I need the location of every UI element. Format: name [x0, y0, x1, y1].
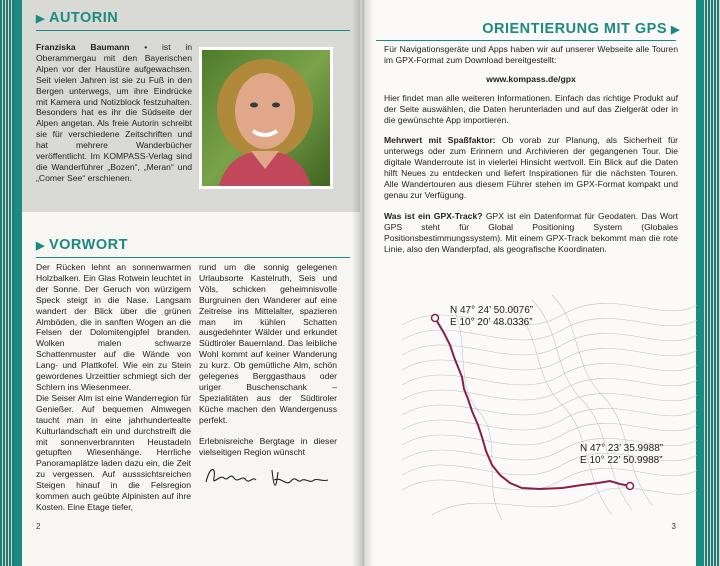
divider: [376, 40, 676, 41]
author-photo: [199, 47, 333, 189]
divider: [36, 30, 350, 31]
end-coordinates: [580, 443, 663, 467]
page-edge: [0, 0, 14, 566]
foreword-heading: ▶ VORWORT: [36, 237, 128, 253]
page-edge: [704, 0, 720, 566]
page-number: 2: [36, 522, 41, 531]
divider: [36, 257, 350, 258]
gps-text: [384, 44, 678, 255]
end-latitude: N 47° 23’ 35.9988”: [580, 443, 664, 454]
foreword-column-2: [199, 262, 337, 457]
author-bio: [36, 42, 192, 184]
paragraph: Für Navigationsgeräte und Apps haben wir auf unserer Webseite alle Touren im GPX-Format zum Download bereitgestellt:: [384, 44, 678, 65]
chevron-icon: ▶: [36, 13, 45, 25]
foreword-column-1: [36, 262, 191, 513]
paragraph: Ob vorab zur Planung, als Sicherheit für unterwegs oder zum Erinnern und Archivieren der gegangenen Tour. Die digitale Wanderroute ist in vielerlei Hinsicht wertvoll. Ein Blick auf die Daten hilft Neues zu entdecken und liefert Inspirationen für die nächsten Touren. Alle Wandertouren aus diesem Führer stehen im GPX-Format kompakt und genau zur Verfügung.: [384, 135, 678, 200]
author-heading: ▶ AUTORIN: [36, 10, 119, 26]
paragraph: Der Rücken lehnt an sonnenwarmen Holzbalken. Ein Glas Rotwein leuchtet in der Sonne. Der Geruch von würzigem Speck steigt in die Nase. Langsam wandert der Blick über die grünen Almböden, die in sanften Wogen an die Felsen der Dolomitengipfel branden. Wolken malen schwarze Schattenmuster auf die Wände von Lang- und Plattkofel. Wie ein zu Stein gewordenes Urzeittier schmiegt sich der Schlern ins Wiesenmeer.: [36, 262, 191, 392]
end-marker: [627, 483, 634, 490]
page-number: 3: [671, 522, 676, 531]
gpx-url: www.kompass.de/gpx: [486, 73, 576, 84]
paragraph: Erlebnisreiche Bergtage in dieser vielseitigen Region wünscht: [199, 435, 337, 457]
end-longitude: E 10° 22’ 50.9988”: [580, 455, 663, 466]
start-latitude: N 47° 24’ 50.0076”: [450, 305, 534, 316]
chevron-icon: ▶: [671, 24, 680, 36]
bold-lead: Was ist ein GPX-Track?: [384, 210, 483, 221]
start-marker: [432, 315, 439, 322]
paragraph: Die Seiser Alm ist eine Wanderregion für Genießer. Auf bequemen Almwegen taucht man in eine jahrhundertealte Kulturlandschaft ein und durchstreift die mit sonnenverbrannten Heustadeln getupften Wiesenhänge. Herrliche Panoramaplätze laden dazu ein, die Zeit zu vergessen. Auf ausssichtsreichen Steigen hinauf in die Felsregion kommen auch geübte Alpinisten auf ihre Kosten. Eine Etage tiefer,: [36, 392, 191, 512]
paragraph: rund um die sonnig gelegenen Urlaubsorte Kastelruth, Seis und Völs, schicken geheimnisvolle Burgruinen den Wanderer auf eine Zeitreise ins Mittelalter, spazieren man im kühlen Schatten ausgedehnter Wälder und erkundet Südtiroler Bauernland. Das leibliche Wohl kommt auf keiner Wanderung zu kurz. Ob gemütliche Alm, schön gelegenes Berggasthaus oder uriger Buschenschank – Spezialitäten aus der Südtiroler Küche machen den Wandergenuss perfekt.: [199, 262, 337, 425]
topo-map: [392, 285, 702, 530]
book-gutter: [352, 0, 374, 566]
right-page: [362, 0, 720, 566]
author-text: • ist in Oberammergau mit den Bayerischen Alpen vor der Haustüre aufgewachsen. Seit vielen Jahren ist sie zu Fuß in den Bergen unterwegs, um ihre Eindrücke mit Kamera und Notizblock festzuhalten. Besonders hat es ihr die Südseite der Alpen angetan. Als freie Autorin schreibt sie für verschiedene Zeitschriften und hat mehrere Wanderbücher veröffentlicht. Im KOMPASS-Verlag sind die Wanderführer „Bozen“, „Meran“ und „Comer See“ erschienen.: [36, 42, 193, 183]
paragraph: Hier findet man alle weiteren Informationen. Einfach das richtige Produkt auf der Seite auswählen, die Daten herunterladen und auf das Zielgerät oder in die gewünschte App importieren.: [384, 92, 678, 125]
portrait-image: [199, 47, 333, 189]
chevron-icon: ▶: [36, 240, 45, 252]
gps-heading: ORIENTIERUNG MIT GPS ▶: [482, 21, 680, 37]
bold-lead: Mehrwert mit Spaßfaktor:: [384, 135, 496, 146]
author-name: Franziska Baumann: [36, 42, 130, 52]
signature: [202, 460, 332, 496]
accent-bar: [14, 0, 22, 566]
start-coordinates: [450, 305, 533, 329]
start-longitude: E 10° 20’ 48.0336”: [450, 317, 533, 328]
paragraph: GPX ist ein Datenformat für Geodaten. Das Wort GPS steht für Global Positioning System (Globales Positionsbestimmungssystem). Mit einem GPX-Track bekommt man die rote Linie, also den Wanderpfad, als geografische Koordinaten.: [384, 210, 678, 254]
contour-lines: [402, 295, 697, 520]
